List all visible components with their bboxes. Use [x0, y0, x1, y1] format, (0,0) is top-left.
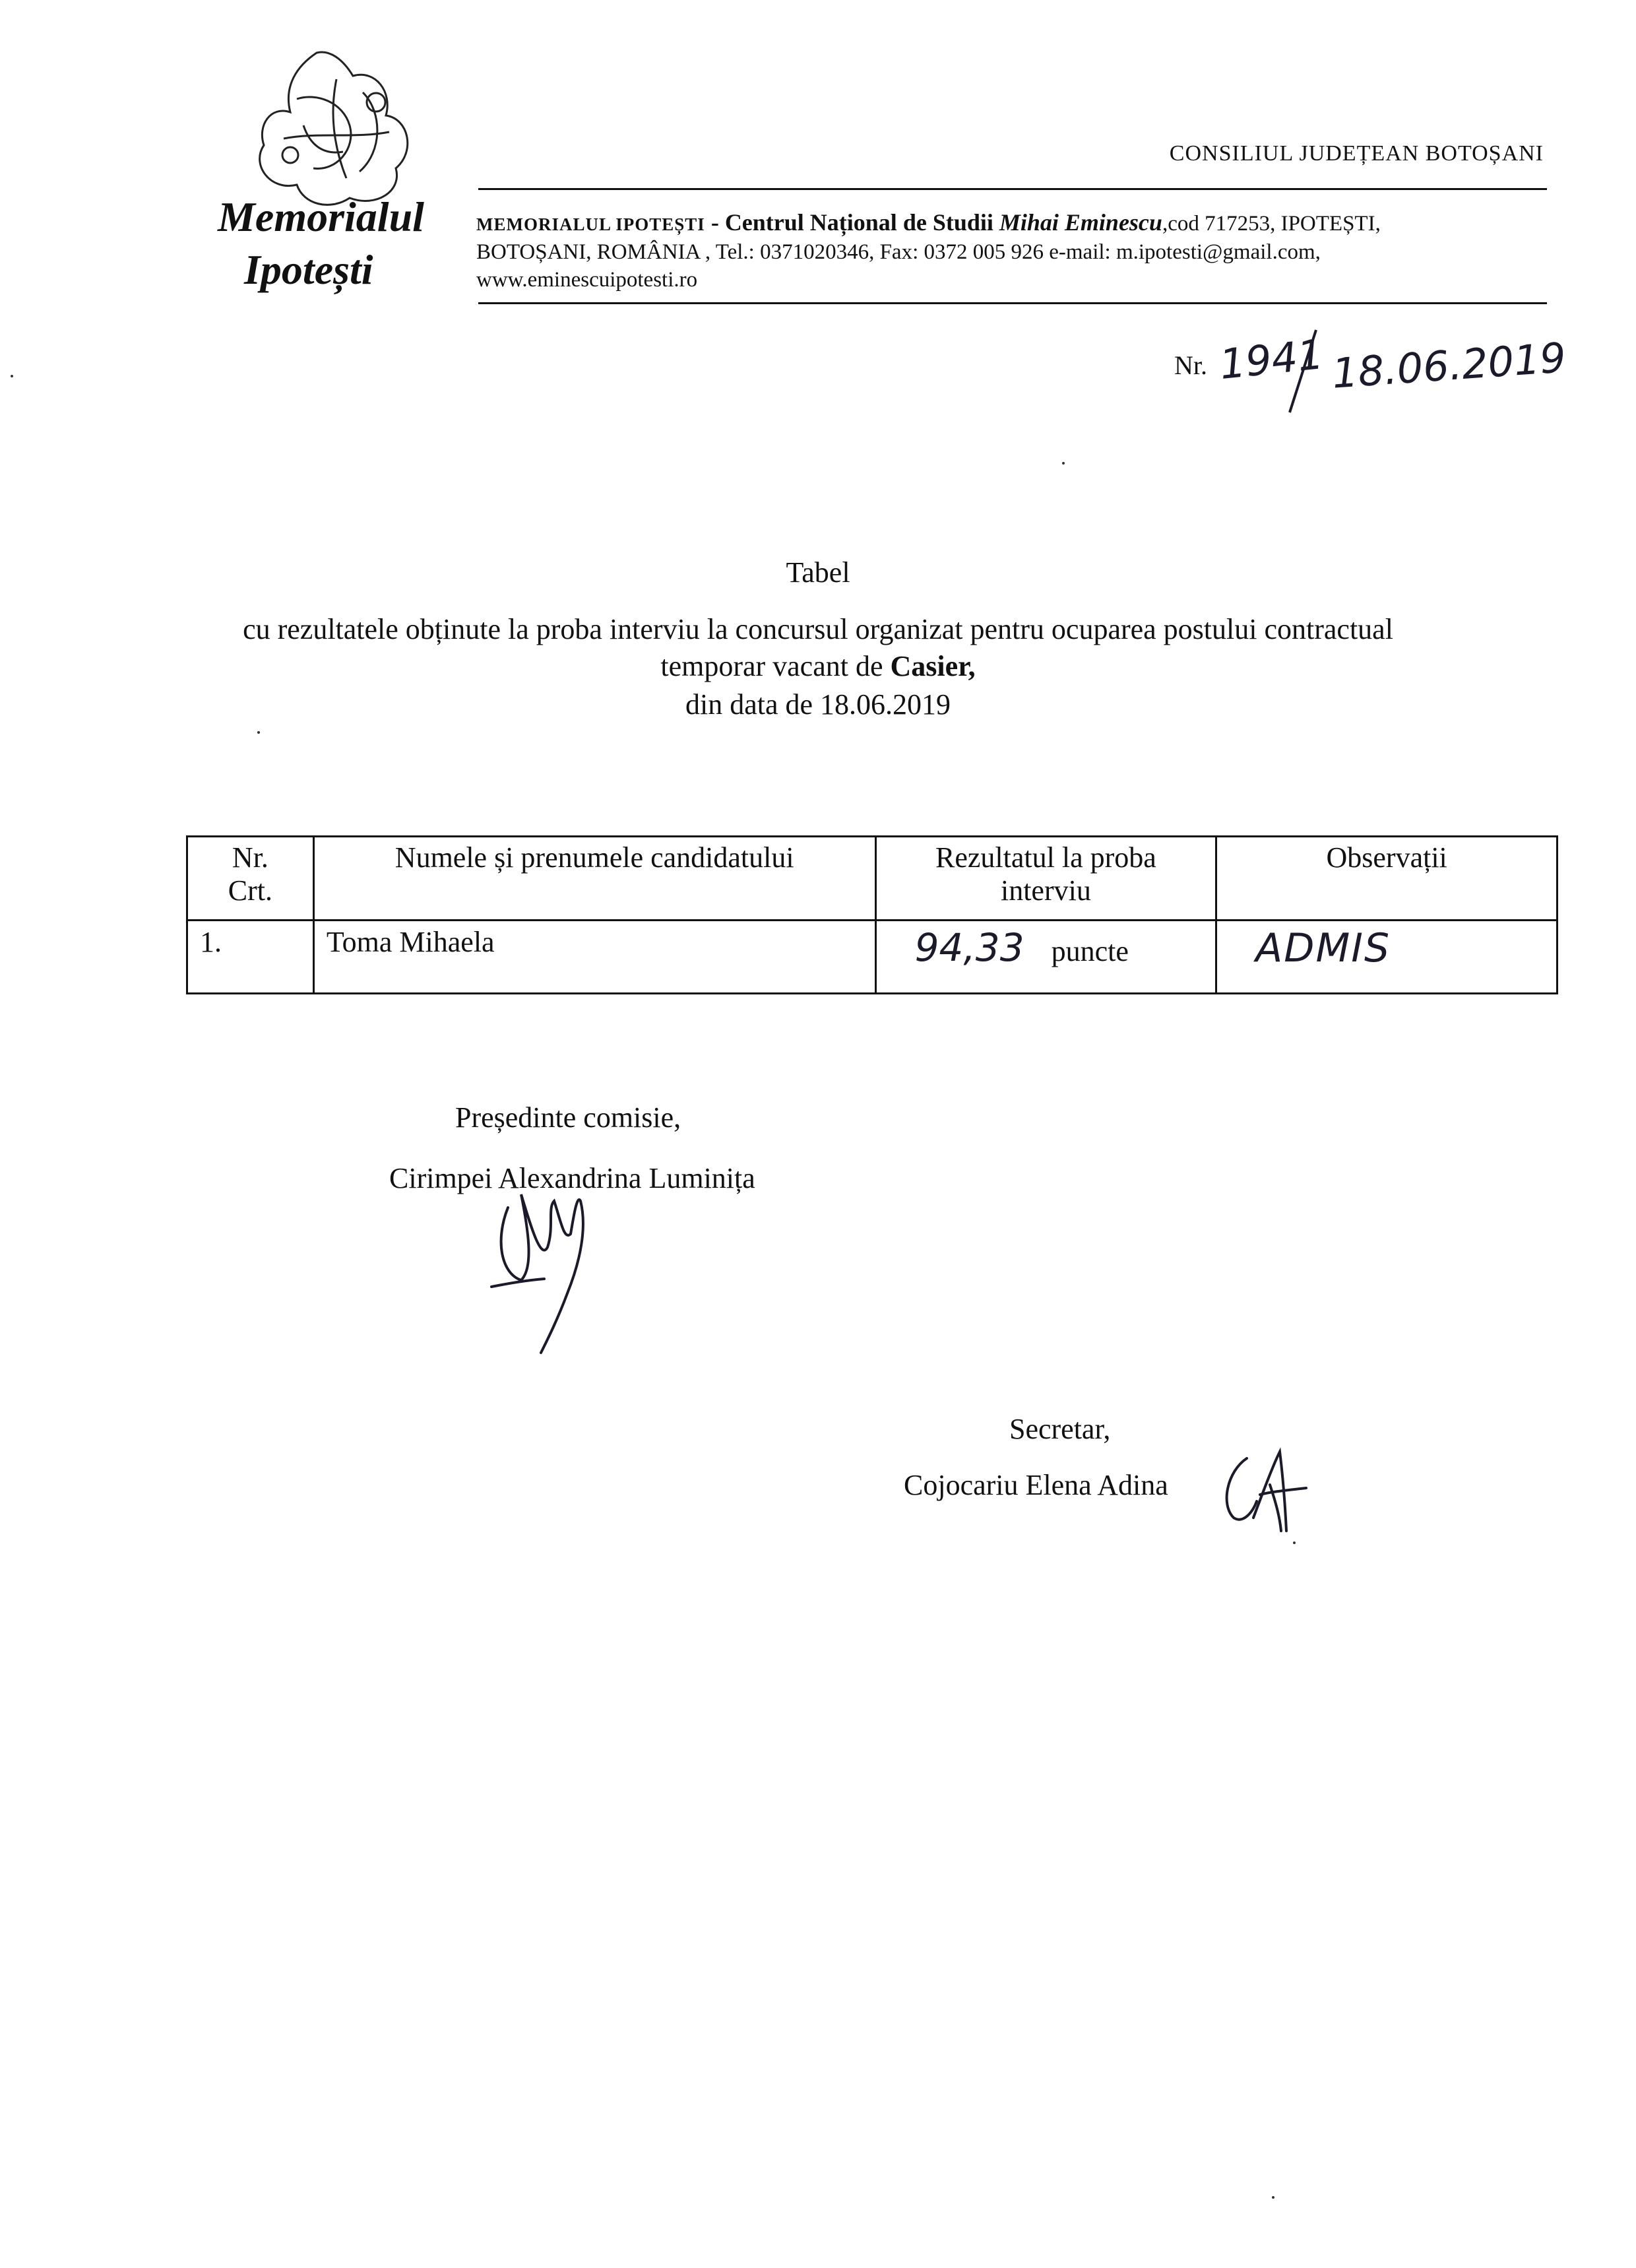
document-title: Tabel: [786, 556, 850, 589]
logo-text-ipotesti: Ipotești: [244, 246, 373, 293]
document-subtitle: cu rezultatele obținute la proba interviu la concursul organizat pentru ocuparea postului contractual: [243, 613, 1393, 645]
registration-date-value: 18.06.2019: [1330, 333, 1568, 398]
observation-value: ADMIS: [1255, 925, 1391, 971]
header-nr-text: Nr. Crt.: [228, 841, 273, 907]
president-name: Cirimpei Alexandrina Luminița: [389, 1162, 755, 1194]
address-line2: BOTOȘANI, ROMÂNIA , Tel.: 0371020346, Fax: 0372 005 926 e-mail: m.ipotesti@gmail.com,: [476, 240, 1321, 264]
header-dash: -: [705, 209, 725, 236]
logo-text-memorialul: Memorialul: [218, 193, 424, 240]
registration-label: Nr.: [1174, 350, 1207, 380]
cell-name: Toma Mihaela: [313, 921, 875, 994]
center-prefix: Centrul Național de Studii: [724, 209, 999, 236]
position-name: Casier,: [890, 650, 976, 682]
score-value: 94,33: [914, 925, 1024, 970]
exam-date: din data de 18.06.2019: [685, 688, 951, 721]
center-name: Mihai Eminescu: [999, 209, 1162, 236]
position-prefix: temporar vacant de: [660, 650, 891, 682]
registration-no-value: 1941: [1217, 329, 1326, 389]
score-unit: puncte: [1051, 935, 1129, 967]
president-title: Președinte comisie,: [455, 1101, 681, 1134]
cell-nr: 1.: [187, 921, 314, 994]
address-line1: ,cod 717253, IPOTEȘTI,: [1162, 212, 1381, 236]
secretary-name: Cojocariu Elena Adina: [904, 1469, 1168, 1501]
header-score-text: Rezultatul la proba interviu: [935, 841, 1156, 907]
council-name: CONSILIUL JUDEȚEAN BOTOȘANI: [1169, 141, 1544, 166]
header-observations: Observații: [1216, 837, 1557, 921]
secretary-title: Secretar,: [1009, 1413, 1111, 1445]
institution-name: MEMORIALUL IPOTEȘTI: [476, 214, 705, 234]
website: www.eminescuipotesti.ro: [476, 268, 698, 292]
header-name: Numele și prenumele candidatului: [313, 837, 875, 921]
